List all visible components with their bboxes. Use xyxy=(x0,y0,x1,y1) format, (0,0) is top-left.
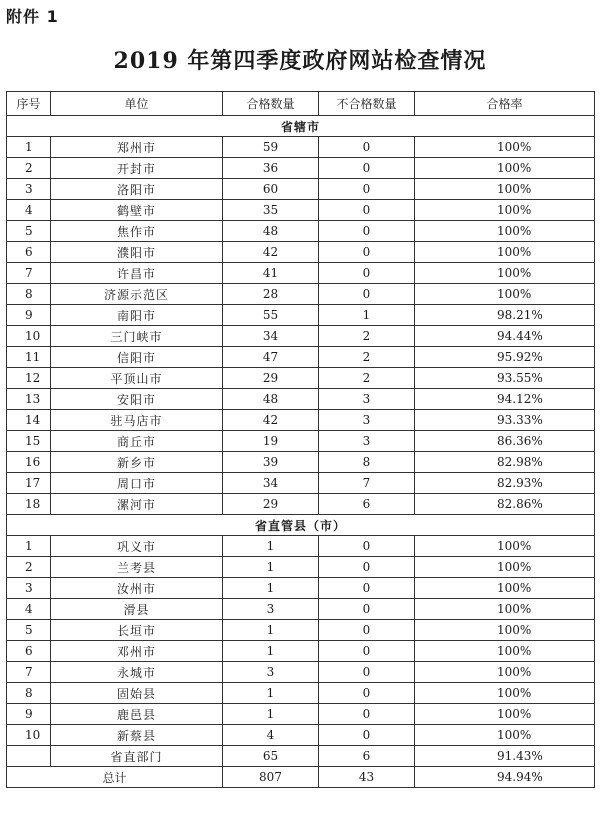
cell-pass: 48 xyxy=(223,389,319,410)
cell-rate: 94.12% xyxy=(415,389,595,410)
cell-rate: 82.93% xyxy=(415,473,595,494)
cell-rate: 100% xyxy=(415,599,595,620)
cell-pass: 1 xyxy=(223,578,319,599)
cell-fail: 6 xyxy=(319,494,415,515)
cell-fail: 0 xyxy=(319,536,415,557)
cell-unit: 郑州市 xyxy=(51,137,223,158)
cell-pass: 28 xyxy=(223,284,319,305)
cell-unit: 鹤壁市 xyxy=(51,200,223,221)
cell-index: 5 xyxy=(7,221,51,242)
table-row xyxy=(7,263,595,284)
table-row xyxy=(7,368,595,389)
cell-fail: 0 xyxy=(319,200,415,221)
cell-unit: 南阳市 xyxy=(51,305,223,326)
cell-pass: 59 xyxy=(223,137,319,158)
cell-unit: 漯河市 xyxy=(51,494,223,515)
cell-index: 17 xyxy=(7,473,51,494)
table-row xyxy=(7,284,595,305)
cell-rate: 100% xyxy=(415,137,595,158)
cell-unit: 兰考县 xyxy=(51,557,223,578)
cell-fail: 0 xyxy=(319,641,415,662)
cell-pass: 60 xyxy=(223,179,319,200)
cell-rate: 100% xyxy=(415,662,595,683)
cell-fail: 0 xyxy=(319,578,415,599)
table-row xyxy=(7,158,595,179)
table-row xyxy=(7,557,595,578)
cell-rate: 100% xyxy=(415,536,595,557)
header-index: 序号 xyxy=(7,92,51,116)
cell-rate: 100% xyxy=(415,725,595,746)
cell-unit: 巩义市 xyxy=(51,536,223,557)
cell-pass: 41 xyxy=(223,263,319,284)
header-pass-rate: 合格率 xyxy=(415,92,595,116)
total-pass: 807 xyxy=(223,767,319,788)
table-row xyxy=(7,326,595,347)
cell-rate: 100% xyxy=(415,200,595,221)
table-row xyxy=(7,494,595,515)
table-row xyxy=(7,242,595,263)
cell-rate: 100% xyxy=(415,242,595,263)
cell-index: 7 xyxy=(7,263,51,284)
cell-index: 18 xyxy=(7,494,51,515)
cell-index: 5 xyxy=(7,620,51,641)
cell-rate: 100% xyxy=(415,704,595,725)
cell-pass: 1 xyxy=(223,683,319,704)
table-row xyxy=(7,452,595,473)
table-row xyxy=(7,221,595,242)
cell-pass: 55 xyxy=(223,305,319,326)
cell-pass: 1 xyxy=(223,557,319,578)
cell-unit: 新乡市 xyxy=(51,452,223,473)
cell-pass: 34 xyxy=(223,326,319,347)
section-header-row xyxy=(7,116,595,137)
cell-fail: 0 xyxy=(319,284,415,305)
provincial-row xyxy=(7,746,595,767)
cell-index: 13 xyxy=(7,389,51,410)
table-row xyxy=(7,578,595,599)
cell-pass: 29 xyxy=(223,494,319,515)
cell-index: 2 xyxy=(7,557,51,578)
cell-index: 9 xyxy=(7,704,51,725)
cell-rate: 100% xyxy=(415,158,595,179)
cell-rate: 100% xyxy=(415,221,595,242)
cell-rate: 94.44% xyxy=(415,326,595,347)
cell-unit: 开封市 xyxy=(51,158,223,179)
cell-fail: 0 xyxy=(319,599,415,620)
cell-unit: 三门峡市 xyxy=(51,326,223,347)
header-unit: 单位 xyxy=(51,92,223,116)
cell-unit: 长垣市 xyxy=(51,620,223,641)
page-title: 2019 年第四季度政府网站检查情况 xyxy=(113,48,487,74)
section-title-cities: 省辖市 xyxy=(7,116,595,137)
cell-fail: 0 xyxy=(319,158,415,179)
table-row xyxy=(7,704,595,725)
cell-index: 10 xyxy=(7,725,51,746)
table-row xyxy=(7,305,595,326)
cell-unit: 濮阳市 xyxy=(51,242,223,263)
cell-unit: 焦作市 xyxy=(51,221,223,242)
cell-fail: 0 xyxy=(319,263,415,284)
cell-pass: 35 xyxy=(223,200,319,221)
cell-pass: 47 xyxy=(223,347,319,368)
cell-index: 1 xyxy=(7,137,51,158)
table-row xyxy=(7,347,595,368)
cell-index: 14 xyxy=(7,410,51,431)
total-row xyxy=(7,767,595,788)
cell-index: 1 xyxy=(7,536,51,557)
cell-pass: 1 xyxy=(223,536,319,557)
cell-fail: 0 xyxy=(319,179,415,200)
cell-rate: 98.21% xyxy=(415,305,595,326)
table-row xyxy=(7,662,595,683)
cell-fail: 0 xyxy=(319,725,415,746)
cell-rate: 82.98% xyxy=(415,452,595,473)
cell-pass: 29 xyxy=(223,368,319,389)
cell-pass: 1 xyxy=(223,704,319,725)
cell-index: 10 xyxy=(7,326,51,347)
table-body xyxy=(7,116,595,788)
cell-unit: 平顶山市 xyxy=(51,368,223,389)
cell-rate: 100% xyxy=(415,263,595,284)
inspection-table xyxy=(6,91,595,788)
cell-rate: 100% xyxy=(415,578,595,599)
cell-fail: 0 xyxy=(319,620,415,641)
table-row xyxy=(7,410,595,431)
cell-index: 9 xyxy=(7,305,51,326)
table-row xyxy=(7,473,595,494)
cell-fail: 0 xyxy=(319,242,415,263)
header-pass-count: 合格数量 xyxy=(223,92,319,116)
cell-unit: 鹿邑县 xyxy=(51,704,223,725)
total-fail: 43 xyxy=(319,767,415,788)
cell-index: 4 xyxy=(7,599,51,620)
table-row xyxy=(7,599,595,620)
cell-pass: 39 xyxy=(223,452,319,473)
cell-unit: 邓州市 xyxy=(51,641,223,662)
cell-index: 7 xyxy=(7,662,51,683)
attachment-label: 附件 1 xyxy=(6,7,59,26)
cell-unit: 周口市 xyxy=(51,473,223,494)
cell-rate: 82.86% xyxy=(415,494,595,515)
cell-unit: 济源示范区 xyxy=(51,284,223,305)
cell-pass: 34 xyxy=(223,473,319,494)
cell-fail: 2 xyxy=(319,326,415,347)
cell-index: 11 xyxy=(7,347,51,368)
cell-fail: 0 xyxy=(319,662,415,683)
cell-unit: 信阳市 xyxy=(51,347,223,368)
table-row xyxy=(7,137,595,158)
table-row xyxy=(7,389,595,410)
cell-fail: 1 xyxy=(319,305,415,326)
cell-index: 8 xyxy=(7,683,51,704)
header-fail-count: 不合格数量 xyxy=(319,92,415,116)
cell-pass: 1 xyxy=(223,641,319,662)
cell-unit: 永城市 xyxy=(51,662,223,683)
cell-rate: 100% xyxy=(415,620,595,641)
cell-index: 16 xyxy=(7,452,51,473)
section-header-row xyxy=(7,515,595,536)
cell-pass: 65 xyxy=(223,746,319,767)
cell-pass: 3 xyxy=(223,599,319,620)
cell-index: 12 xyxy=(7,368,51,389)
table-row xyxy=(7,725,595,746)
cell-unit: 汝州市 xyxy=(51,578,223,599)
cell-fail: 6 xyxy=(319,746,415,767)
cell-pass: 1 xyxy=(223,620,319,641)
table-row xyxy=(7,179,595,200)
cell-pass: 42 xyxy=(223,242,319,263)
cell-rate: 100% xyxy=(415,284,595,305)
cell-index: 3 xyxy=(7,578,51,599)
cell-rate: 100% xyxy=(415,683,595,704)
cell-unit: 安阳市 xyxy=(51,389,223,410)
cell-index: 8 xyxy=(7,284,51,305)
cell-pass: 4 xyxy=(223,725,319,746)
table-row xyxy=(7,431,595,452)
cell-index: 4 xyxy=(7,200,51,221)
cell-fail: 7 xyxy=(319,473,415,494)
cell-fail: 3 xyxy=(319,410,415,431)
cell-pass: 3 xyxy=(223,662,319,683)
cell-index: 6 xyxy=(7,242,51,263)
cell-fail: 8 xyxy=(319,452,415,473)
section-title-counties: 省直管县（市） xyxy=(7,515,595,536)
cell-fail: 0 xyxy=(319,704,415,725)
cell-index: 3 xyxy=(7,179,51,200)
table-row xyxy=(7,641,595,662)
cell-index: 2 xyxy=(7,158,51,179)
cell-rate: 100% xyxy=(415,179,595,200)
cell-rate: 91.43% xyxy=(415,746,595,767)
cell-fail: 0 xyxy=(319,683,415,704)
table-row xyxy=(7,200,595,221)
cell-unit: 新蔡县 xyxy=(51,725,223,746)
cell-unit: 洛阳市 xyxy=(51,179,223,200)
cell-unit: 许昌市 xyxy=(51,263,223,284)
cell-pass: 42 xyxy=(223,410,319,431)
cell-rate: 100% xyxy=(415,557,595,578)
cell-rate: 100% xyxy=(415,641,595,662)
cell-fail: 0 xyxy=(319,137,415,158)
cell-fail: 0 xyxy=(319,557,415,578)
cell-index: 15 xyxy=(7,431,51,452)
cell-unit: 滑县 xyxy=(51,599,223,620)
cell-rate: 93.55% xyxy=(415,368,595,389)
cell-fail: 2 xyxy=(319,347,415,368)
cell-rate: 86.36% xyxy=(415,431,595,452)
cell-pass: 48 xyxy=(223,221,319,242)
cell-fail: 2 xyxy=(319,368,415,389)
cell-pass: 36 xyxy=(223,158,319,179)
total-rate: 94.94% xyxy=(415,767,595,788)
table-row xyxy=(7,620,595,641)
cell-unit: 省直部门 xyxy=(51,746,223,767)
cell-pass: 19 xyxy=(223,431,319,452)
cell-index: 6 xyxy=(7,641,51,662)
cell-fail: 3 xyxy=(319,431,415,452)
cell-unit: 商丘市 xyxy=(51,431,223,452)
cell-unit: 驻马店市 xyxy=(51,410,223,431)
cell-fail: 3 xyxy=(319,389,415,410)
total-label: 总计 xyxy=(7,767,223,788)
cell-index xyxy=(7,746,51,767)
cell-rate: 93.33% xyxy=(415,410,595,431)
cell-unit: 固始县 xyxy=(51,683,223,704)
cell-fail: 0 xyxy=(319,221,415,242)
table-header-row xyxy=(7,92,595,116)
table-row xyxy=(7,683,595,704)
cell-rate: 95.92% xyxy=(415,347,595,368)
table-row xyxy=(7,536,595,557)
